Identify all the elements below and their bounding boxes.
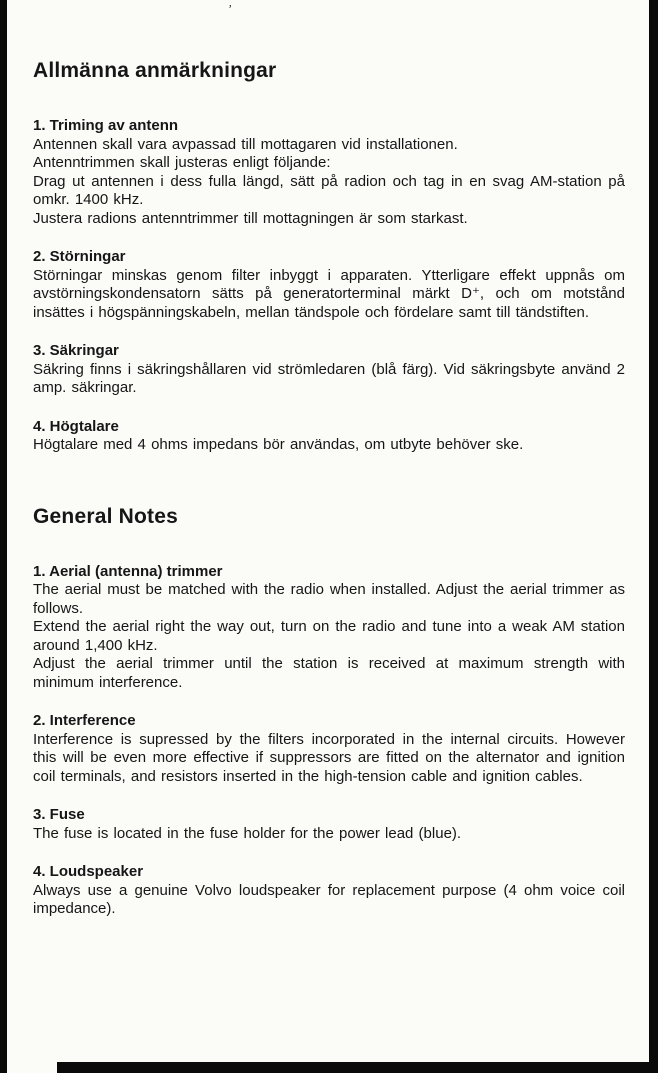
paragraph: Högtalare med 4 ohms impedans bör användas, om utbyte behöver ske. xyxy=(33,436,524,453)
section-heading: 1. Triming av antenn xyxy=(33,117,179,134)
section-loudspeaker-sv xyxy=(33,418,625,455)
left-border-bar xyxy=(0,0,7,1073)
section-interference-en xyxy=(33,712,625,786)
section-interference-sv xyxy=(33,248,625,322)
section-heading: 2. Interference xyxy=(33,712,136,729)
bottom-border-bar xyxy=(57,1062,658,1073)
section-fuse-en xyxy=(33,806,625,843)
paragraph: Always use a genuine Volvo loudspeaker for replacement purpose (4 ohm voice coil impedance). xyxy=(33,881,625,917)
section-loudspeaker-en xyxy=(33,863,625,919)
paragraph: Störningar minskas genom filter inbyggt i apparaten. Ytterligare effekt uppnås om avstörningskondensatorn sätts på generatorterminal märkt D⁺, och om motstånd insättes i högspänningskabeln, mellan tändspole och fördelare samt till tändstiften. xyxy=(33,266,625,321)
paragraph: Extend the aerial right the way out, turn on the radio and tune into a weak AM station around 1,400 kHz. xyxy=(33,618,625,654)
section-antenna-trim-sv xyxy=(33,117,625,228)
paragraph: Antenntrimmen skall justeras enligt följande: xyxy=(33,154,331,171)
section-heading: 2. Störningar xyxy=(33,248,126,265)
print-artifact-mark: ’ xyxy=(228,2,231,17)
paragraph: Adjust the aerial trimmer until the station is received at maximum strength with minimum interference. xyxy=(33,655,625,691)
section-heading: 4. Högtalare xyxy=(33,417,119,435)
section-heading: 4. Loudspeaker xyxy=(33,863,144,880)
paragraph: Säkring finns i säkringshållaren vid strömledaren (blå färg). Vid säkringsbyte använd 2 amp. säkringar. xyxy=(33,360,625,396)
paragraph: Antennen skall vara avpassad till mottagaren vid installationen. xyxy=(33,135,458,153)
paragraph: Justera radions antenntrimmer till mottagningen är som starkast. xyxy=(33,209,468,227)
section-heading: 1. Aerial (antenna) trimmer xyxy=(33,562,223,580)
paragraph: The aerial must be matched with the radio when installed. Adjust the aerial trimmer as follows. xyxy=(33,581,625,617)
section-antenna-trim-en xyxy=(33,563,625,693)
swedish-title: Allmänna anmärkningar xyxy=(33,59,277,82)
section-heading: 3. Säkringar xyxy=(33,342,119,359)
page-content xyxy=(33,0,625,939)
section-heading: 3. Fuse xyxy=(33,806,85,823)
section-fuse-sv xyxy=(33,342,625,398)
paragraph: Interference is supressed by the filters incorporated in the internal circuits. However this will be even more effective if suppressors are fitted on the alternator and ignition coil terminals, and resistors inserted in the high-tension cable and ignition cables. xyxy=(33,730,625,785)
right-border-bar xyxy=(649,0,658,1073)
paragraph: The fuse is located in the fuse holder for the power lead (blue). xyxy=(33,824,462,842)
paragraph: Drag ut antennen i dess fulla längd, sätt på radion och tag in en svag AM-station på omkr. 1400 kHz. xyxy=(33,172,625,208)
english-title: General Notes xyxy=(33,504,178,528)
